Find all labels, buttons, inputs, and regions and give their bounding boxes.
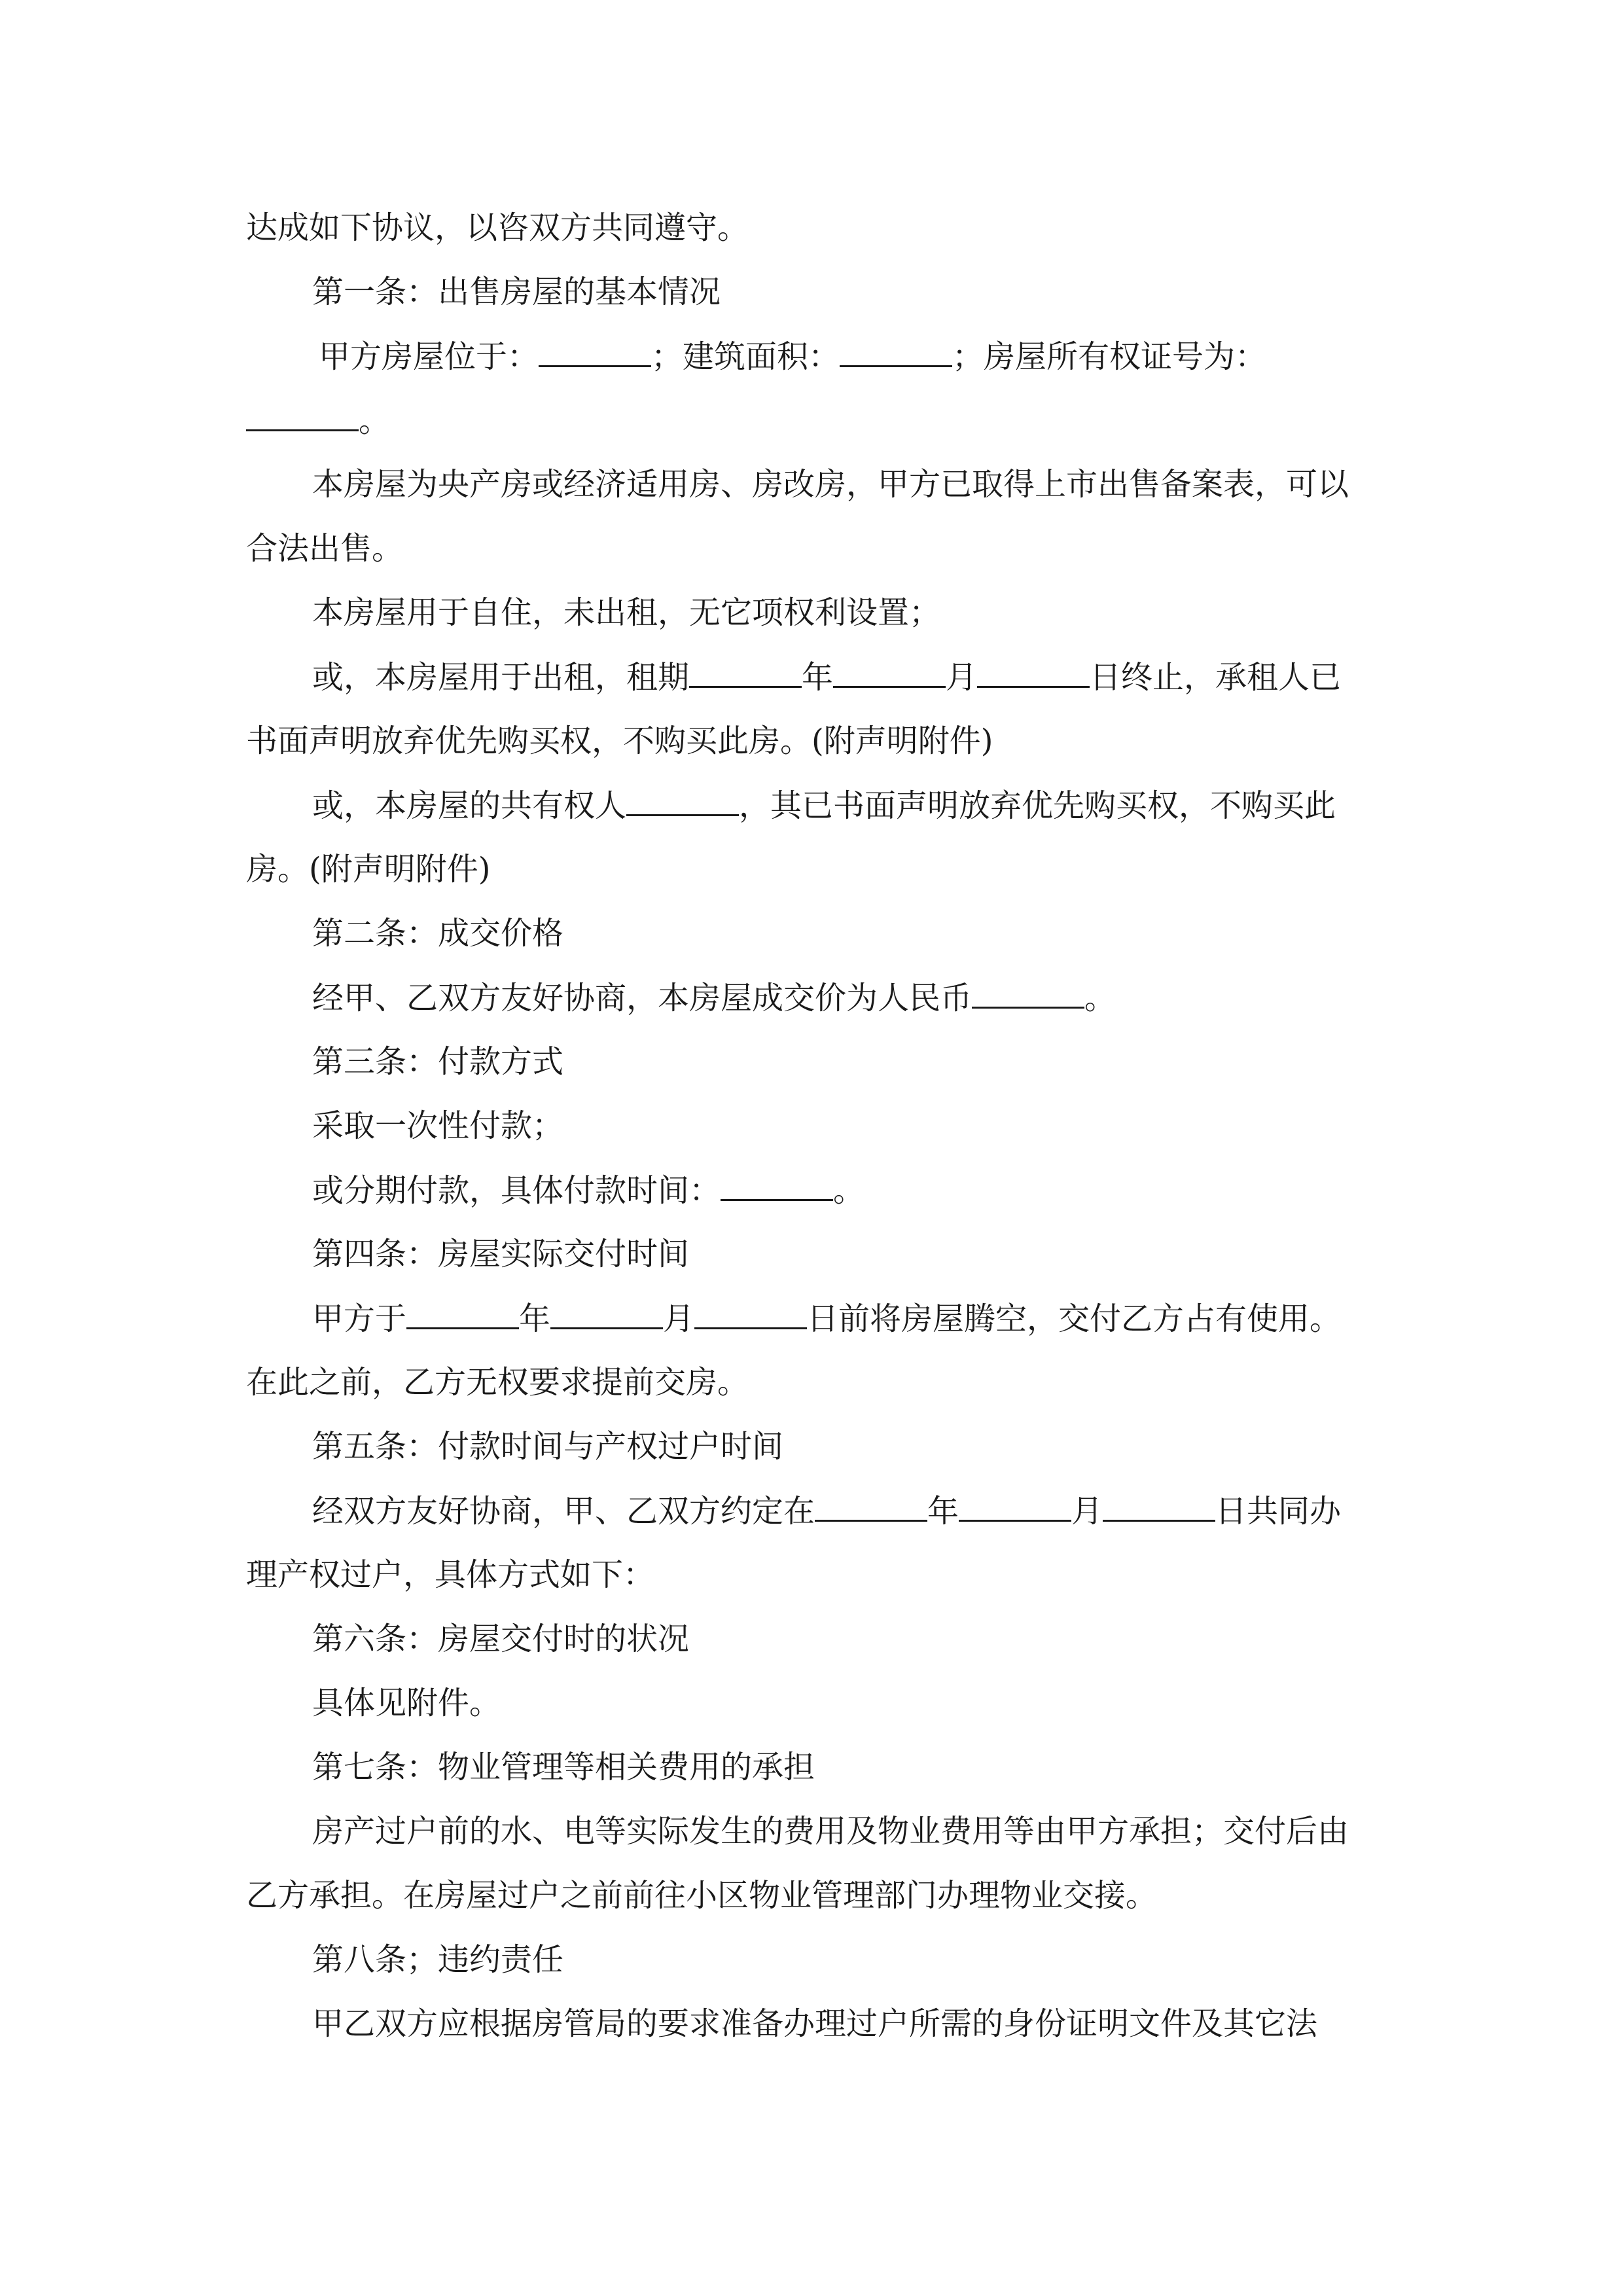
text-line: 房。(附声明附件)	[246, 851, 491, 888]
text-line: 本房屋为央产房或经济适用房、房改房，甲方已取得上市出售备案表，可以	[312, 466, 1349, 503]
fill-blank[interactable]	[626, 784, 739, 816]
article-heading: 第一条：出售房屋的基本情况	[312, 274, 721, 310]
text-line: 甲方于 年 月 日前将房屋腾空，交付乙方占有使用。	[312, 1297, 1341, 1340]
article-heading: 第三条：付款方式	[312, 1043, 564, 1080]
fill-blank[interactable]	[406, 1297, 519, 1329]
fill-blank[interactable]	[977, 656, 1090, 688]
text-line: 具体见附件。	[312, 1685, 501, 1721]
fill-blank[interactable]	[246, 399, 359, 431]
fill-blank[interactable]	[539, 335, 651, 367]
text-line: 乙方承担。在房屋过户之前前往小区物业管理部门办理物业交接。	[246, 1877, 1158, 1914]
text-line: 达成如下协议，以咨双方共同遵守。	[246, 209, 749, 246]
fill-blank[interactable]	[1103, 1490, 1215, 1522]
fill-blank[interactable]	[550, 1297, 663, 1329]
text-line: 在此之前，乙方无权要求提前交房。	[246, 1364, 749, 1401]
fill-blank[interactable]	[833, 656, 946, 688]
text-line: 合法出售。	[246, 530, 404, 567]
text-line: 采取一次性付款；	[312, 1107, 564, 1144]
text-line: 或，本房屋用于出租，租期 年 月 日终止，承租人已	[312, 656, 1341, 698]
text-line: 。	[246, 399, 390, 442]
text-line: 甲乙双方应根据房管局的要求准备办理过户所需的身份证明文件及其它法	[312, 2005, 1318, 2042]
text-line: 经甲、乙双方友好协商，本房屋成交价为人民币 。	[312, 977, 1116, 1019]
article-heading: 第四条：房屋实际交付时间	[312, 1236, 690, 1272]
text-line: 理产权过户，具体方式如下：	[246, 1556, 655, 1593]
article-heading: 第七条：物业管理等相关费用的承担	[312, 1749, 815, 1785]
article-heading: 第六条：房屋交付时的状况	[312, 1621, 690, 1657]
fill-blank[interactable]	[972, 977, 1084, 1009]
text-line: 经双方友好协商，甲、乙双方约定在 年 月 日共同办	[312, 1490, 1341, 1532]
article-heading: 第二条：成交价格	[312, 915, 564, 952]
text-line: 或，本房屋的共有权人 ，其已书面声明放弃优先购买权，不购买此	[312, 784, 1336, 827]
fill-blank[interactable]	[840, 335, 952, 367]
text-line: 甲方房屋位于： ；建筑面积： ；房屋所有权证号为：	[319, 335, 1266, 378]
text-line: 或分期付款，具体付款时间： 。	[312, 1169, 865, 1211]
fill-blank[interactable]	[959, 1490, 1071, 1522]
fill-blank[interactable]	[815, 1490, 927, 1522]
fill-blank[interactable]	[694, 1297, 807, 1329]
article-heading: 第五条：付款时间与产权过户时间	[312, 1428, 784, 1465]
text-line: 房产过户前的水、电等实际发生的费用及物业费用等由甲方承担；交付后由	[312, 1813, 1349, 1850]
text-line: 本房屋用于自住，未出租，无它项权利设置；	[312, 594, 941, 631]
text-line: 书面声明放弃优先购买权，不购买此房。(附声明附件)	[246, 723, 993, 759]
fill-blank[interactable]	[721, 1169, 833, 1201]
fill-blank[interactable]	[689, 656, 802, 688]
article-heading: 第八条；违约责任	[312, 1941, 564, 1978]
